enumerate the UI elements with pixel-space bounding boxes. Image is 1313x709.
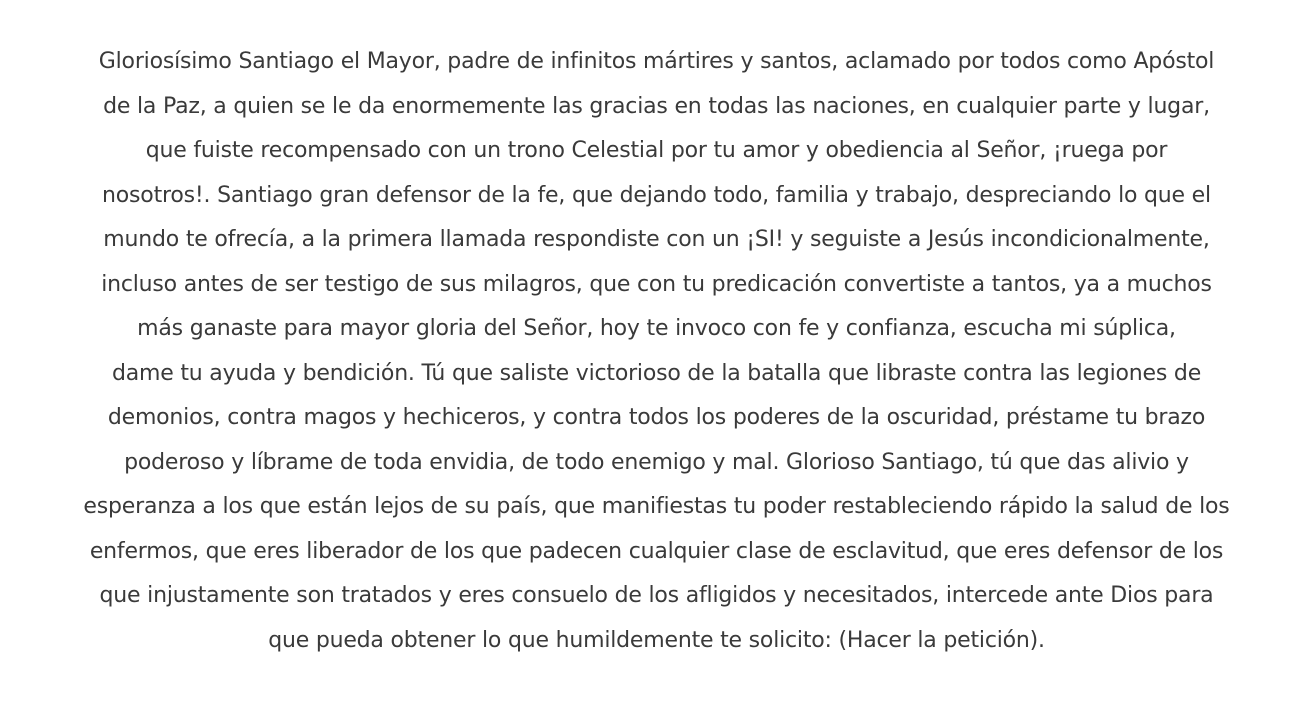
prayer-line: que fuiste recompensado con un trono Celestial por tu amor y obediencia al Señor, ¡ruega por [145, 138, 1168, 163]
prayer-line: Gloriosísimo Santiago el Mayor, padre de infinitos mártires y santos, aclamado por todos como Apóstol [98, 49, 1215, 74]
prayer-text [40, 40, 1273, 663]
prayer-line: que injustamente son tratados y eres consuelo de los afligidos y necesitados, intercede ante Dios para [99, 583, 1214, 608]
prayer-line: esperanza a los que están lejos de su país, que manifiestas tu poder restableciendo rápido la salud de los [83, 494, 1230, 519]
prayer-line: mundo te ofrecía, a la primera llamada respondiste con un ¡SI! y seguiste a Jesús incondicionalmente, [103, 227, 1210, 252]
prayer-line: enfermos, que eres liberador de los que padecen cualquier clase de esclavitud, que eres defensor de los [89, 538, 1224, 564]
prayer-line: más ganaste para mayor gloria del Señor, hoy te invoco con fe y confianza, escucha mi súplica, [137, 316, 1176, 341]
prayer-line: poderoso y líbrame de toda envidia, de todo enemigo y mal. Glorioso Santiago, tú que das alivio y [124, 449, 1189, 475]
prayer-line: de la Paz, a quien se le da enormemente las gracias en todas las naciones, en cualquier parte y lugar, [103, 93, 1210, 119]
prayer-line: demonios, contra magos y hechiceros, y contra todos los poderes de la oscuridad, préstame tu brazo [107, 405, 1206, 430]
prayer-line: nosotros!. Santiago gran defensor de la fe, que dejando todo, familia y trabajo, despreciando lo que el [102, 182, 1211, 208]
prayer-line: que pueda obtener lo que humildemente te solicito: (Hacer la petición). [268, 627, 1045, 653]
prayer-line: incluso antes de ser testigo de sus milagros, que con tu predicación convertiste a tantos, ya a muchos [101, 271, 1212, 297]
prayer-line: dame tu ayuda y bendición. Tú que saliste victorioso de la batalla que libraste contra las legiones de [111, 360, 1202, 386]
